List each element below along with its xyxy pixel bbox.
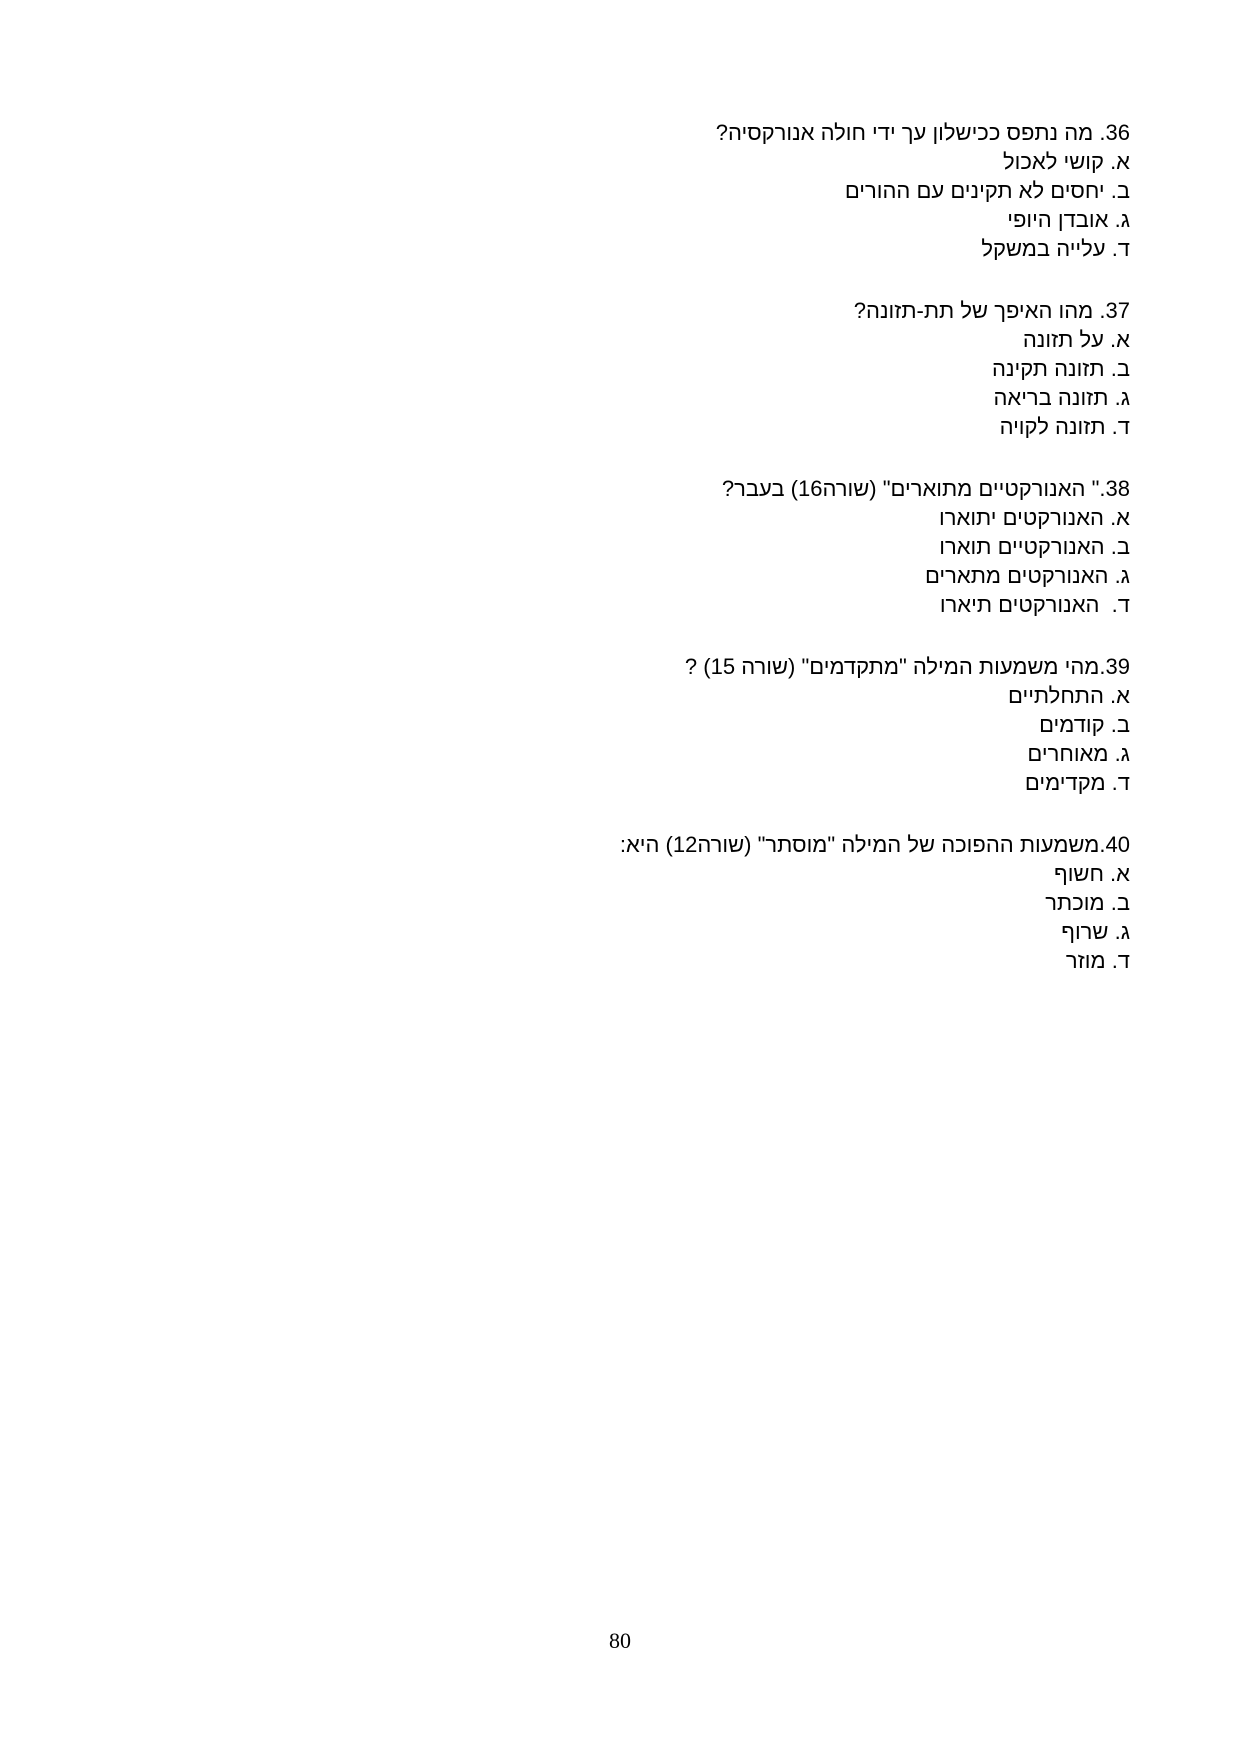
- answer-option: ב. מוכתר: [1045, 890, 1130, 915]
- page-number: 80: [609, 1628, 631, 1653]
- answer-option: א. קושי לאכול: [1002, 149, 1130, 174]
- question-list: [330, 118, 1130, 1008]
- answer-options: [330, 681, 1130, 797]
- answer-option: ב. יחסים לא תקינים עם ההורים: [844, 178, 1130, 203]
- answer-option: א. על תזונה: [1022, 327, 1130, 352]
- question-36: [330, 118, 1130, 263]
- question-text: 37. מהו האיפך של תת-תזונה?: [853, 298, 1130, 323]
- answer-options: [330, 147, 1130, 263]
- answer-option: ד. עלייה במשקל: [981, 236, 1130, 261]
- answer-option: ג. האנורקטים מתארים: [924, 563, 1130, 588]
- answer-option: ד. מקדימים: [1024, 770, 1130, 795]
- question-text: 40.משמעות ההפוכה של המילה "מוסתר" (שורה12) היא:: [619, 832, 1130, 857]
- answer-option: ב. האנורקטיים תוארו: [939, 534, 1130, 559]
- answer-options: [330, 859, 1130, 975]
- answer-option: ד. תזונה לקויה: [999, 414, 1130, 439]
- question-37: [330, 296, 1130, 441]
- answer-option: ג. אובדן היופי: [1007, 207, 1130, 232]
- answer-options: [330, 503, 1130, 619]
- question-text: 39.מהי משמעות המילה "מתקדמים" (שורה 15) ?: [684, 654, 1130, 679]
- answer-options: [330, 325, 1130, 441]
- answer-option: ג. מאוחרים: [1027, 741, 1130, 766]
- answer-option: ג. תזונה בריאה: [993, 385, 1130, 410]
- answer-option: ב. תזונה תקינה: [992, 356, 1130, 381]
- answer-option: ב. קודמים: [1039, 712, 1130, 737]
- answer-option: א. התחלתיים: [1008, 683, 1130, 708]
- answer-option: א. האנורקטים יתוארו: [939, 505, 1130, 530]
- question-text: 38." האנורקטיים מתוארים" (שורה16) בעבר?: [721, 476, 1130, 501]
- answer-option: ג. שרוף: [1061, 919, 1130, 944]
- answer-option: ד. האנורקטים תיארו: [939, 592, 1130, 617]
- question-38: [330, 474, 1130, 619]
- answer-option: ד. מוזר: [1065, 948, 1130, 973]
- question-39: [330, 652, 1130, 797]
- question-text: 36. מה נתפס ככישלון עך ידי חולה אנורקסיה?: [715, 120, 1130, 145]
- answer-option: א. חשוף: [1053, 861, 1130, 886]
- question-40: [330, 830, 1130, 975]
